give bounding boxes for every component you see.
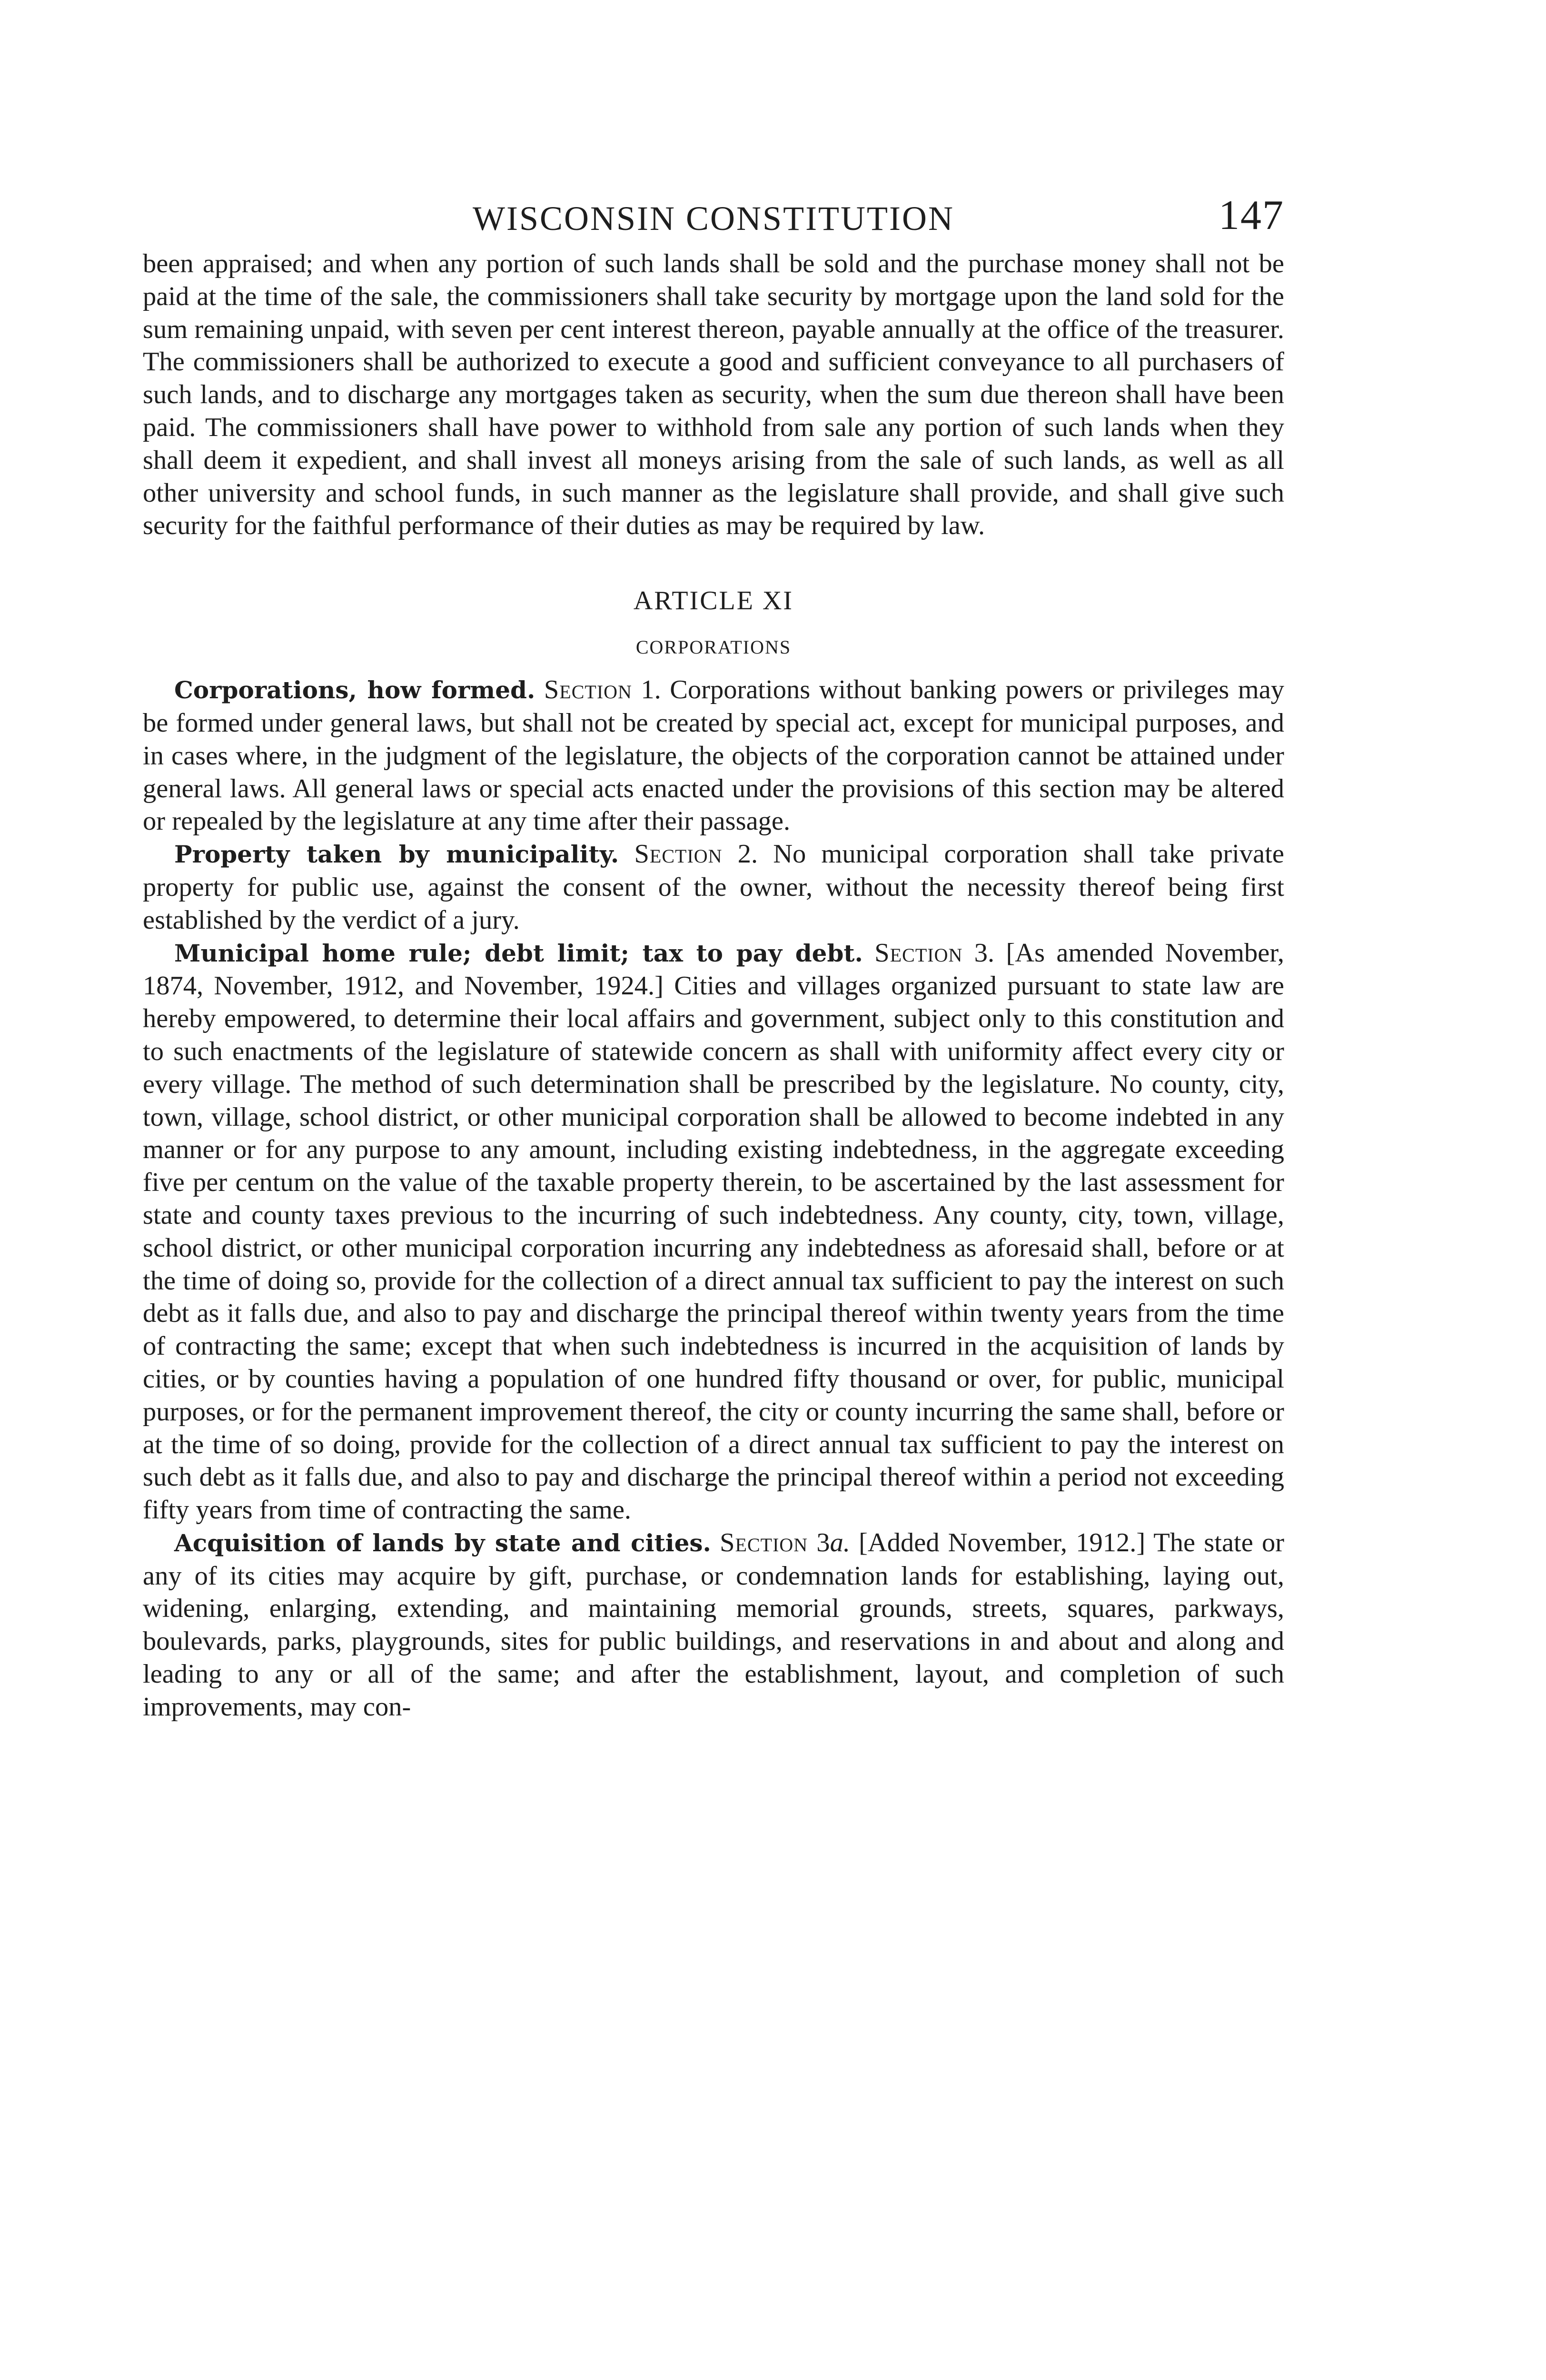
document-page	[143, 190, 1284, 1724]
section-caption: Municipal home rule; debt limit; tax to pay debt.	[174, 939, 863, 967]
section-1	[143, 674, 1284, 838]
section-body: The state or any of its cities may acquire by gift, purchase, or condemnation lands for establishing, laying out, widening, enlarging, extending, and maintaining memorial grounds, streets, squares, parkways, boulevards, parks, playgrounds, sites for public buildings, and reservations in and about and along and leading to any or all of the same; and after the establishment, layout, and completion of such improvements, may con-	[143, 1527, 1285, 1722]
page-number: 147	[1219, 192, 1284, 238]
section-label: Section	[634, 839, 723, 869]
section-label: Section	[544, 675, 632, 705]
section-caption: Property taken by municipality.	[174, 840, 619, 869]
amendment-note: [Added November, 1912.]	[859, 1527, 1146, 1557]
running-head	[143, 190, 1284, 248]
amendment-note: [As amended November, 1874, November, 1912, and November, 1924.]	[143, 938, 1285, 1001]
continued-paragraph: been appraised; and when any portion of such lands shall be sold and the purchase money shall not be paid at the time of the sale, the commissioners shall take security by mortgage upon the land sold for the sum remaining unpaid, with seven per cent interest thereon, payable annually at the office of the treasurer. The commissioners shall be authorized to execute a good and sufficient conveyance to all purchasers of such lands, and to discharge any mortgages taken as security, when the sum due thereon shall have been paid. The commissioners shall have power to withhold from sale any portion of such lands when they shall deem it expedient, and shall invest all moneys arising from the sale of such lands, as well as all other university and school funds, in such manner as the legislature shall provide, and shall give such security for the faithful performance of their duties as may be required by law.	[143, 249, 1284, 541]
section-number-digit: 3	[816, 1527, 830, 1557]
section-3a	[143, 1527, 1284, 1724]
article-subheading: CORPORATIONS	[635, 636, 792, 658]
section-number: 2.	[737, 839, 758, 869]
section-caption: Corporations, how formed.	[174, 676, 535, 704]
article-heading: ARTICLE XI	[633, 586, 794, 616]
section-number	[816, 1528, 850, 1557]
section-number: 1.	[641, 675, 661, 705]
section-body: Corporations without banking powers or privileges may be formed under general laws, but shall not be created by special act, except for municipal purposes, and in cases where, in the judgment of the legislature, the objects of the corporation cannot be attained under general laws. All general laws or special acts enacted under the provisions of this section may be altered or repealed by the legislature at any time after their passage.	[143, 675, 1285, 836]
section-caption: Acquisition of lands by state and cities.	[174, 1528, 711, 1557]
section-2	[143, 838, 1284, 936]
running-title: WISCONSIN CONSTITUTION	[473, 199, 954, 238]
section-number-suffix: a.	[830, 1527, 850, 1557]
section-number: 3.	[974, 938, 995, 968]
section-3	[143, 937, 1284, 1527]
section-body: No municipal corporation shall take private property for public use, against the consent of the owner, without the necessity thereof being first established by the verdict of a jury.	[143, 839, 1285, 935]
section-label: Section	[720, 1527, 808, 1557]
section-label: Section	[874, 938, 963, 968]
section-body: Cities and villages organized pursuant to state law are hereby empowered, to determine their local affairs and government, subject only to this constitution and to such enactments of the legislature of statewide concern as shall with uniformity affect every city or every village. The method of such determination shall be prescribed by the legislature. No county, city, town, village, school district, or other municipal corporation shall be allowed to become indebted in any manner or for any purpose to any amount, including existing indebtedness, in the aggregate exceeding five per centum on the value of the taxable property therein, to be ascertained by the last assessment for state and county taxes previous to the incurring of such indebtedness. Any county, city, town, village, school district, or other municipal corporation incurring any indebtedness as aforesaid shall, before or at the time of doing so, provide for the collection of a direct annual tax sufficient to pay the interest on such debt as it falls due, and also to pay and discharge the principal thereof within twenty years from the time of contracting the same; except that when such indebtedness is incurred in the acquisition of lands by cities, or by counties having a population of one hundred fifty thousand or over, for public, municipal purposes, or for the permanent improvement thereof, the city or county incurring the same shall, before or at the time of so doing, provide for the collection of a direct annual tax sufficient to pay the interest on such debt as it falls due, and also to pay and discharge the principal thereof within a period not exceeding fifty years from time of contracting the same.	[143, 971, 1284, 1525]
